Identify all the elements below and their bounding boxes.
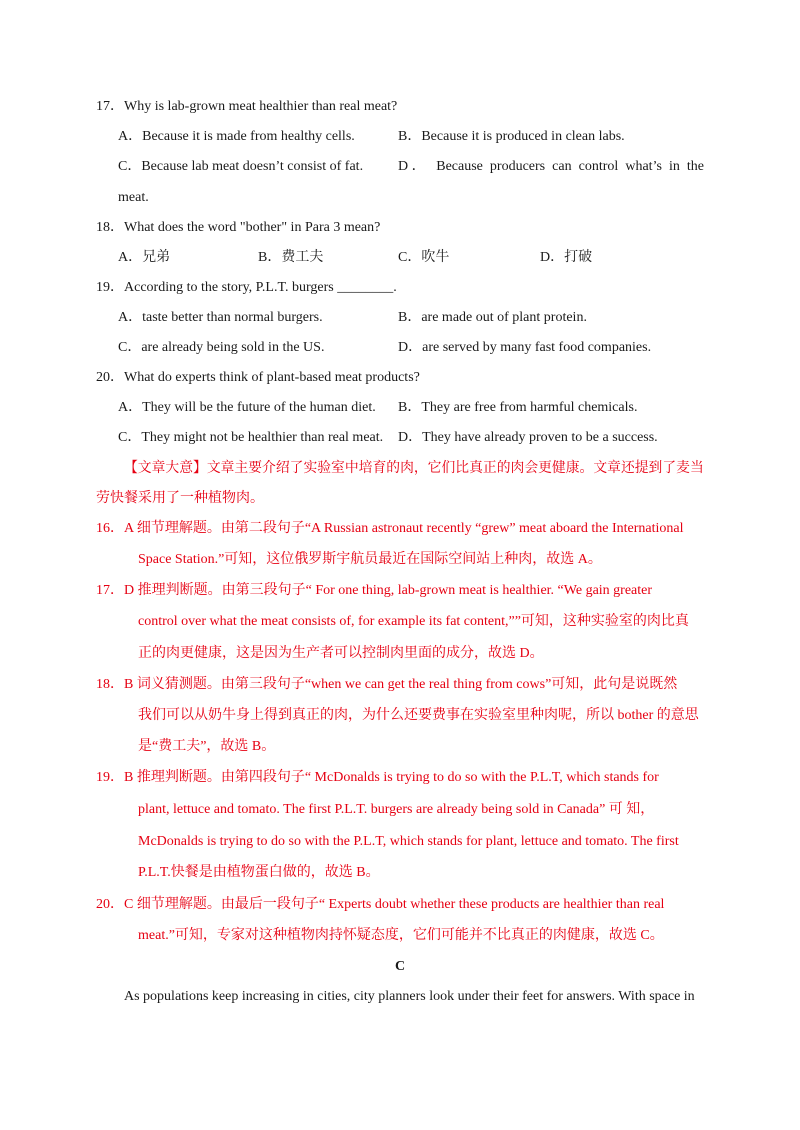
summary-line-1: 【文章大意】文章主要介绍了实验室中培育的肉，它们比真正的肉会更健康。文章还提到了麦当 <box>124 461 704 476</box>
question-20-option-b: B．They are free from harmful chemicals. <box>398 400 638 415</box>
question-17-option-c: C．Because lab meat doesn’t consist of fat. <box>118 159 364 174</box>
question-19-option-a: A．taste better than normal burgers. <box>118 310 323 325</box>
answer-18-line-3: 是“费工夫”，故选 B。 <box>138 739 276 754</box>
question-20-stem: 20．What do experts think of plant-based meat products? <box>96 370 420 385</box>
answer-18-line-2: 我们可以从奶牛身上得到真正的肉，为什么还要费事在实验室里种肉呢，所以 bother 的意思 <box>138 708 699 723</box>
question-17-option-b: B．Because it is produced in clean labs. <box>398 129 625 144</box>
question-18-stem: 18．What does the word "bother" in Para 3 mean? <box>96 220 381 235</box>
answer-16-line-2: Space Station.”可知，这位俄罗斯宇航员最近在国际空间站上种肉，故选 A。 <box>138 552 602 567</box>
section-c-paragraph-line-1: As populations keep increasing in cities, city planners look under their feet for answers. With space in <box>124 989 695 1004</box>
question-17-option-d-continued: meat. <box>118 190 149 205</box>
answer-16-line-1: 16．A 细节理解题。由第二段句子“A Russian astronaut recently “grew” meat aboard the International <box>96 521 684 536</box>
summary-line-2: 劳快餐采用了一种植物肉。 <box>96 491 264 506</box>
question-20-option-c: C．They might not be healthier than real meat. <box>118 430 384 445</box>
question-17-option-d: D． Because producers can control what’s in the <box>398 159 704 174</box>
answer-17-line-3: 正的肉更健康，这是因为生产者可以控制肉里面的成分，故选 D。 <box>138 646 544 661</box>
question-19-stem: 19．According to the story, P.L.T. burgers ________. <box>96 280 397 295</box>
question-19-option-b: B．are made out of plant protein. <box>398 310 587 325</box>
question-17-stem: 17．Why is lab-grown meat healthier than real meat? <box>96 99 398 114</box>
answer-20-line-1: 20．C 细节理解题。由最后一段句子“ Experts doubt whether these products are healthier than real <box>96 897 665 912</box>
question-18-option-c: C．吹牛 <box>398 250 450 265</box>
answer-17-line-2: control over what the meat consists of, for example its fat content,””可知，这种实验室的肉比真 <box>138 614 689 629</box>
question-20-option-d: D．They have already proven to be a success. <box>398 430 658 445</box>
question-20-option-a: A．They will be the future of the human diet. <box>118 400 376 415</box>
answer-19-line-1: 19．B 推理判断题。由第四段句子“ McDonalds is trying to do so with the P.L.T, which stands for <box>96 770 659 785</box>
question-18-option-b: B．费工夫 <box>258 250 324 265</box>
question-18-option-d: D．打破 <box>540 250 593 265</box>
question-19-option-c: C．are already being sold in the US. <box>118 340 325 355</box>
question-18-option-a: A．兄弟 <box>118 250 171 265</box>
question-17-option-a: A．Because it is made from healthy cells. <box>118 129 355 144</box>
answer-18-line-1: 18．B 词义猜测题。由第三段句子“when we can get the real thing from cows”可知，此句是说既然 <box>96 677 678 692</box>
answer-20-line-2: meat.”可知，专家对这种植物肉持怀疑态度，它们可能并不比真正的肉健康，故选 C。 <box>138 928 664 943</box>
answer-17-line-1: 17．D 推理判断题。由第三段句子“ For one thing, lab-grown meat is healthier. “We gain greater <box>96 583 653 598</box>
answer-19-line-3: McDonalds is trying to do so with the P.L.T, which stands for plant, lettuce and tomato. The first <box>138 834 679 849</box>
question-19-option-d: D．are served by many fast food companies. <box>398 340 652 355</box>
section-c-heading: C <box>394 959 406 974</box>
answer-19-line-2: plant, lettuce and tomato. The first P.L.T. burgers are already being sold in Canada” 可 知， <box>138 802 655 817</box>
answer-19-line-4: P.L.T.快餐是由植物蛋白做的，故选 B。 <box>138 865 380 880</box>
